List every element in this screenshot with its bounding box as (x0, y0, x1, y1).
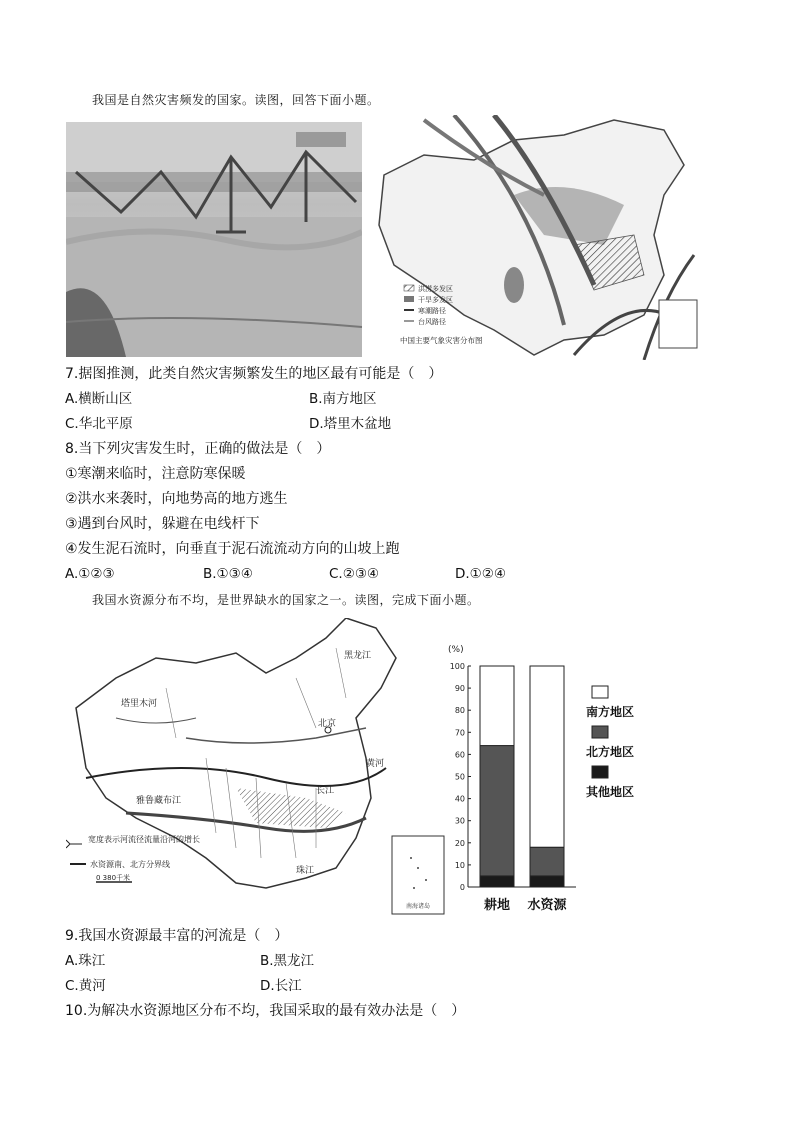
chart-y-tick-label: 0 (459, 883, 465, 892)
q8-stem: 8.当下列灾害发生时，正确的做法是（ ） (65, 441, 331, 457)
label-beijing: 北京 (318, 719, 337, 729)
bar-segment (530, 876, 564, 887)
chart-y-tick-label: 70 (454, 728, 465, 738)
q7-stem: 7.据图推测，此类自然灾害频繁发生的地区最有可能是（ ） (65, 366, 443, 382)
section2-intro: 我国水资源分布不均，是世界缺水的国家之一。读图，完成下面小题。 (92, 593, 480, 607)
legend-label: 南方地区 (585, 705, 635, 719)
legend-swatch (592, 766, 608, 778)
water-resources-map (66, 618, 446, 916)
q9-option-c[interactable]: C.黄河 (65, 978, 106, 994)
bar-segment (480, 876, 514, 887)
legend-typhoon: 台风路径 (418, 318, 446, 326)
legend-label: 其他地区 (585, 785, 635, 799)
water-land-chart (446, 640, 646, 915)
label-yellow-river: 黄河 (366, 759, 385, 769)
legend-river-width: 宽度表示河流径流量沿河的增长 (88, 835, 200, 844)
chart-y-tick-label: 90 (454, 684, 465, 694)
q8-option-b[interactable]: B.①③④ (203, 566, 253, 582)
label-pearl: 珠江 (296, 866, 315, 876)
chart-y-tick-label: 100 (449, 662, 465, 671)
chart-y-tick-label: 60 (454, 750, 465, 760)
q8-item-3: ③遇到台风时，躲避在电线杆下 (65, 516, 260, 532)
map1-caption: 中国主要气象灾害分布图 (400, 336, 483, 345)
bar-segment (530, 847, 564, 876)
q8-item-2: ②洪水来袭时，向地势高的地方逃生 (65, 491, 288, 507)
label-tarim: 塔里木河 (121, 699, 158, 709)
q10-stem: 10.为解决水资源地区分布不均，我国采取的最有效办法是（ ） (65, 1003, 466, 1019)
label-yangtze: 长江 (316, 786, 335, 796)
label-heilongjiang: 黑龙江 (344, 651, 372, 661)
q7-option-d[interactable]: D.塔里木盆地 (309, 416, 392, 432)
chart-y-tick-label: 80 (454, 706, 465, 716)
chart-y-tick-label: 20 (454, 838, 465, 848)
legend-label: 北方地区 (585, 745, 635, 759)
legend-boundary: 水资源南、北方分界线 (90, 860, 170, 869)
chart-y-tick-label: 10 (454, 860, 465, 870)
q7-option-c[interactable]: C.华北平原 (65, 416, 133, 432)
bar-segment (480, 746, 514, 876)
legend-flood: 洪涝多发区 (418, 285, 453, 293)
q8-item-1: ①寒潮来临时，注意防寒保暖 (65, 466, 246, 482)
legend-drought: 干旱多发区 (418, 296, 453, 304)
chart-y-tick-label: 50 (454, 772, 465, 782)
q9-option-b[interactable]: B.黑龙江 (260, 953, 315, 969)
q7-option-b[interactable]: B.南方地区 (309, 391, 377, 407)
legend-swatch (592, 726, 608, 738)
chart-category-label: 水资源 (527, 898, 567, 913)
chart-y-tick-label: 30 (454, 816, 465, 826)
chart-category-label: 耕地 (483, 898, 511, 913)
q8-option-c[interactable]: C.②③④ (329, 566, 380, 582)
legend-cold-wave: 寒潮路径 (418, 307, 446, 315)
q9-option-a[interactable]: A.珠江 (65, 953, 106, 969)
chart-ylabel: (%) (448, 645, 464, 655)
section1-intro: 我国是自然灾害频发的国家。读图，回答下面小题。 (92, 93, 380, 107)
inset-label: 南海诸岛 (406, 903, 431, 910)
map2-scale: 0 380千米 (96, 874, 131, 882)
label-yarlung: 雅鲁藏布江 (136, 796, 182, 806)
bar-segment (480, 666, 514, 746)
q8-option-a[interactable]: A.①②③ (65, 566, 115, 582)
bar-segment (530, 666, 564, 847)
q7-option-a[interactable]: A.横断山区 (65, 391, 133, 407)
flood-photo (66, 122, 362, 357)
legend-swatch (592, 686, 608, 698)
q9-stem: 9.我国水资源最丰富的河流是（ ） (65, 928, 289, 944)
chart-y-tick-label: 40 (454, 794, 465, 804)
q8-option-d[interactable]: D.①②④ (455, 566, 506, 582)
disaster-map (364, 115, 702, 360)
q8-item-4: ④发生泥石流时，向垂直于泥石流流动方向的山坡上跑 (65, 541, 400, 557)
q9-option-d[interactable]: D.长江 (260, 978, 302, 994)
